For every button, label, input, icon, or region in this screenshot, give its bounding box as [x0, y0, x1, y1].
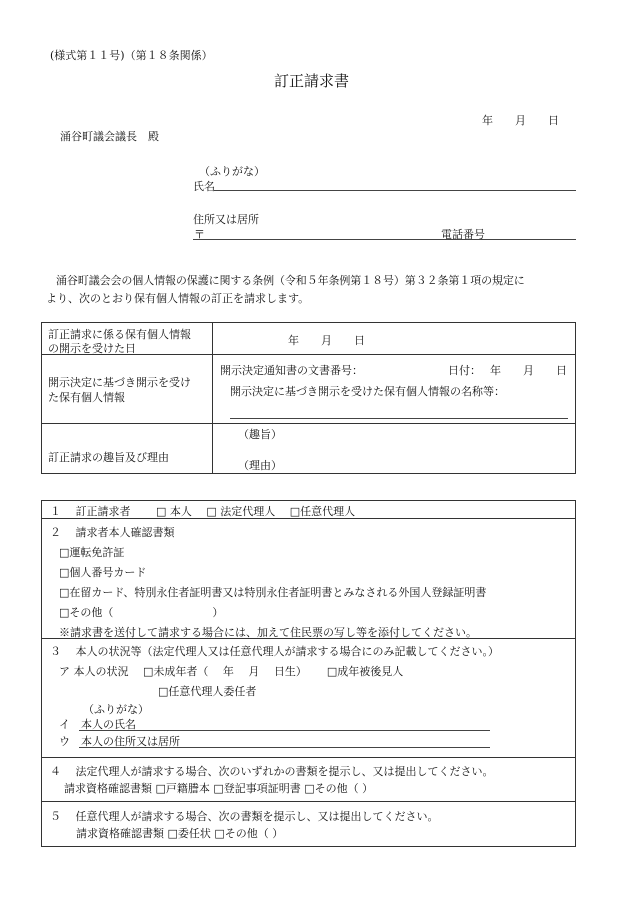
address-underline [193, 239, 576, 240]
id-docs-title: ２ 請求者本人確認書類 [50, 526, 175, 539]
table2-sep-4 [42, 801, 575, 802]
requester-type-row: １ 訂正請求者 □ 本人 □ 法定代理人 □任意代理人 [50, 505, 356, 518]
principal-name-label: イ 本人の氏名 [59, 718, 136, 731]
notice-date: 日付： 年 月 日 [448, 364, 567, 377]
purpose-label: （趣旨） [238, 428, 282, 441]
principal-furigana: （ふりがな） [83, 703, 149, 716]
voluntary-agent-title: ５ 任意代理人が請求する場合、次の書類を提示し、又は提出してください。 [50, 810, 439, 823]
addressee: 涌谷町議会議長 殿 [60, 130, 159, 143]
page-title: 訂正請求書 [274, 72, 350, 90]
postal-mark: 〒 [194, 228, 205, 241]
furigana-label: （ふりがな） [199, 165, 265, 178]
id-docs-note: ※請求書を送付して請求する場合には、加えて住民票の写し等を添付してください。 [59, 626, 477, 639]
table2-sep-2 [42, 638, 575, 639]
disclosed-info-underline [230, 418, 568, 419]
principal-status-delegator: □任意代理人委任者 [158, 685, 257, 698]
voluntary-agent-docs: 請求資格確認書類 □委任状 □その他（ ） [76, 827, 284, 840]
legal-agent-docs: 請求資格確認書類 □戸籍謄本 □登記事項証明書 □その他（ ） [64, 782, 374, 795]
intro-line-2: より、次のとおり保有個人情報の訂正を請求します。 [46, 292, 310, 305]
name-label: 氏名 [193, 180, 215, 193]
disclosed-info-label-2: た保有個人情報 [48, 391, 125, 404]
reason-label: 訂正請求の趣旨及び理由 [48, 451, 169, 464]
disclosed-date-label-2: の開示を受けた日 [48, 342, 136, 355]
disclosed-date-value: 年 月 日 [288, 334, 365, 347]
principal-status-options: ア 本人の状況 □未成年者（ 年 月 日生） □成年被後見人 [59, 665, 404, 678]
id-doc-other: □その他（ ） [59, 606, 224, 619]
table2-sep-1 [42, 518, 575, 519]
notice-doc-number: 開示決定通知書の文書番号： [220, 364, 363, 377]
requester-details-table [41, 500, 576, 847]
principal-status-title: ３ 本人の状況等（法定代理人又は任意代理人が請求する場合にのみ記載してください。） [50, 645, 499, 658]
id-doc-license: □運転免許証 [59, 546, 125, 559]
reason-sub-label: （理由） [238, 459, 282, 472]
name-underline [214, 190, 576, 191]
intro-line-1: 涌谷町議会会の個人情報の保護に関する条例（令和５年条例第１８号）第３２条第１項の規定に [56, 274, 525, 287]
table2-sep-3 [42, 757, 575, 758]
disclosed-date-label-1: 訂正請求に係る保有個人情報 [48, 328, 191, 341]
disclosed-info-label-1: 開示決定に基づき開示を受け [48, 376, 191, 389]
table1-divider [212, 323, 213, 473]
id-doc-mynumber: □個人番号カード [59, 566, 147, 579]
date-line: 年 月 日 [482, 114, 559, 127]
legal-agent-title: ４ 法定代理人が請求する場合、次のいずれかの書類を提示し、又は提出してください。 [50, 765, 494, 778]
id-doc-residence-card: □在留カード、特別永住者証明書又は特別永住者証明書とみなされる外国人登録証明書 [59, 586, 487, 599]
disclosure-table [41, 322, 576, 474]
phone-label: 電話番号 [441, 228, 485, 241]
principal-address-label: ウ 本人の住所又は居所 [59, 735, 180, 748]
disclosed-info-name: 開示決定に基づき開示を受けた保有個人情報の名称等： [230, 385, 505, 398]
principal-address-underline [79, 747, 490, 748]
address-label: 住所又は居所 [193, 213, 259, 226]
table1-row-sep-2 [42, 423, 575, 424]
principal-name-underline [79, 730, 490, 731]
form-number: (様式第１１号)（第１８条関係） [50, 49, 213, 62]
